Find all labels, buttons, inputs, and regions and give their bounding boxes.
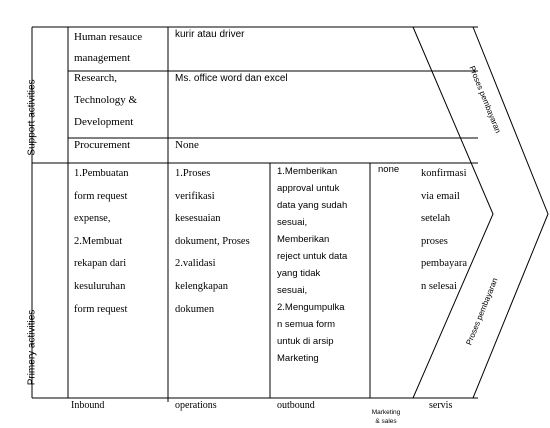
procurement-value: None [175, 139, 199, 151]
support-activities-label: Support activities [26, 79, 38, 156]
footer-outbound: outbound [277, 400, 315, 411]
hr-label: Human resauce management [74, 31, 143, 64]
arrow-label-top: Proses pembayaran [467, 64, 503, 135]
rtd-value: Ms. office word dan excel [175, 73, 288, 84]
hr-value: kurir atau driver [175, 29, 245, 40]
footer-marketing: Marketing & sales [371, 409, 401, 425]
arrow-label-bottom: Proses pembayaran [464, 276, 500, 347]
marketing-cell: none [378, 164, 400, 175]
rtd-label: Research, Technology & Development [74, 72, 138, 128]
servis-cell: konfirmasi via email setelah proses pembayara n selesai [421, 168, 468, 292]
inbound-cell: 1.Pembuatan form request expense, 2.Membuat rekapan dari kesuluruhan form request [74, 168, 129, 315]
footer-operations: operations [175, 400, 217, 411]
operations-cell: 1.Proses verifikasi kesesuaian dokument, Proses 2.validasi kelengkapan dokumen [175, 168, 250, 315]
footer-inbound: Inbound [71, 400, 105, 411]
outbound-cell: 1.Memberikan approval untuk data yang sudah sesuai, Memberikan reject untuk data yang tidak sesuai, 2.Mengumpulka n semua form untuk di arsip Marketing [277, 166, 348, 364]
footer-servis: servis [429, 400, 453, 411]
procurement-label: Procurement [74, 139, 131, 151]
primary-activities-label: Primery activities [26, 309, 38, 386]
